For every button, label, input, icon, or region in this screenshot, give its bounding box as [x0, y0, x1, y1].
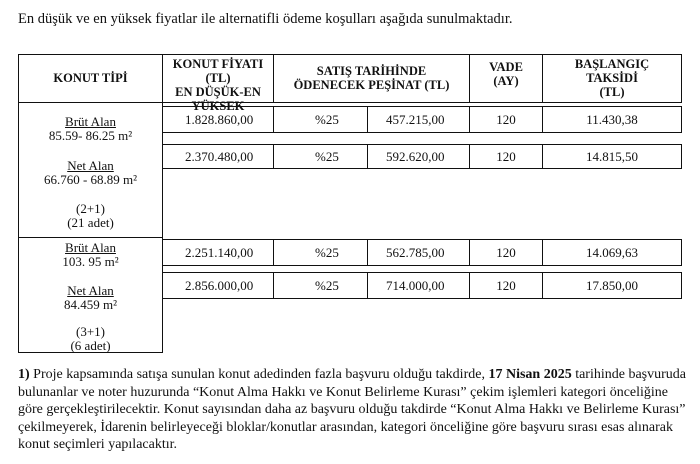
row4-taksit: 17.850,00 [586, 278, 638, 293]
row2-vade: 120 [496, 149, 516, 164]
footnote [18, 366, 688, 454]
group1-count: (21 adet) [67, 215, 114, 230]
row4-pesinat: 714.000,00 [386, 278, 445, 293]
row3-taksit: 14.069,63 [586, 245, 638, 260]
intro-text: En düşük ve en yüksek fiyatlar ile alternatifli ödeme koşulları aşağıda sunulmaktadır. [18, 11, 513, 27]
group2-room: (3+1) [76, 324, 105, 339]
group2-brut-value: 103. 95 m² [62, 254, 119, 269]
header-pesinat-line2: ÖDENECEK PEŞİNAT (TL) [293, 78, 450, 92]
header-konut-tipi: KONUT TİPİ [53, 71, 128, 85]
row3-vade: 120 [496, 245, 516, 260]
header-taksit [543, 57, 681, 99]
header-taksit-line2: TAKSİDİ [586, 71, 638, 85]
group1-room: (2+1) [76, 201, 105, 216]
group2-net-label: Net Alan [67, 283, 114, 298]
row2-pesinat: 592.620,00 [386, 149, 445, 164]
header-fiyat-line3: YÜKSEK [191, 99, 245, 113]
row2-price: 2.370.480,00 [185, 149, 254, 164]
header-pesinat-line1: SATIŞ TARİHİNDE [316, 64, 427, 78]
footnote-number: 1) [18, 367, 30, 382]
row4-vade: 120 [496, 278, 516, 293]
header-vade [470, 60, 542, 88]
group1-net-label: Net Alan [67, 158, 114, 173]
header-fiyat [163, 57, 273, 113]
row2-pct: %25 [315, 149, 339, 164]
header-vade-line2: (AY) [493, 74, 519, 88]
header-pesinat [274, 64, 469, 92]
row3-pct: %25 [315, 245, 339, 260]
group2-net-value: 84.459 m² [63, 297, 117, 312]
footnote-date: 17 Nisan 2025 [488, 367, 572, 382]
footnote-text-1: Proje kapsamında satışa sunulan konut adedinden fazla başvuru olduğu takdirde, [29, 367, 489, 382]
row1-vade: 120 [496, 112, 516, 127]
header-vade-line1: VADE [489, 60, 523, 74]
header-taksit-line1: BAŞLANGIÇ [574, 57, 650, 71]
group2-brut-label: Brüt Alan [65, 240, 116, 255]
row3-pesinat: 562.785,00 [386, 245, 445, 260]
header-taksit-line3: (TL) [599, 85, 625, 99]
group1-net-value: 66.760 - 68.89 m² [43, 172, 138, 187]
header-fiyat-line2: EN DÜŞÜK-EN [175, 85, 261, 99]
footnote-text-2: tarihinde başvuruda bulunanlar ve noter huzurunda “Konut Alma Hakkı ve Konut Belirleme Kurası” çekim işlemleri kategori önceliğine göre gerçekleştirilecektir. Konut sayısından daha az başvuru olduğu takdirde “Konut Alma Hakkı ve Belirleme Kurası” çekilmeyerek, İdarenin belirleyeceği bloklar/konutlar arasından, kategori önceliğine göre başvuru sırası esas alınarak konut seçimleri yapılacaktır. [18, 367, 686, 452]
group1-brut-label: Brüt Alan [65, 114, 116, 129]
row4-pct: %25 [315, 278, 339, 293]
group1-brut-value: 85.59- 86.25 m² [48, 128, 133, 143]
row1-taksit: 11.430,38 [586, 112, 638, 127]
row2-taksit: 14.815,50 [586, 149, 638, 164]
group2-count: (6 adet) [70, 338, 111, 353]
row1-price: 1.828.860,00 [185, 112, 254, 127]
row1-pesinat: 457.215,00 [386, 112, 445, 127]
row3-price: 2.251.140,00 [185, 245, 254, 260]
header-fiyat-line1: KONUT FİYATI (TL) [172, 57, 264, 85]
row1-pct: %25 [315, 112, 339, 127]
row4-price: 2.856.000,00 [185, 278, 254, 293]
